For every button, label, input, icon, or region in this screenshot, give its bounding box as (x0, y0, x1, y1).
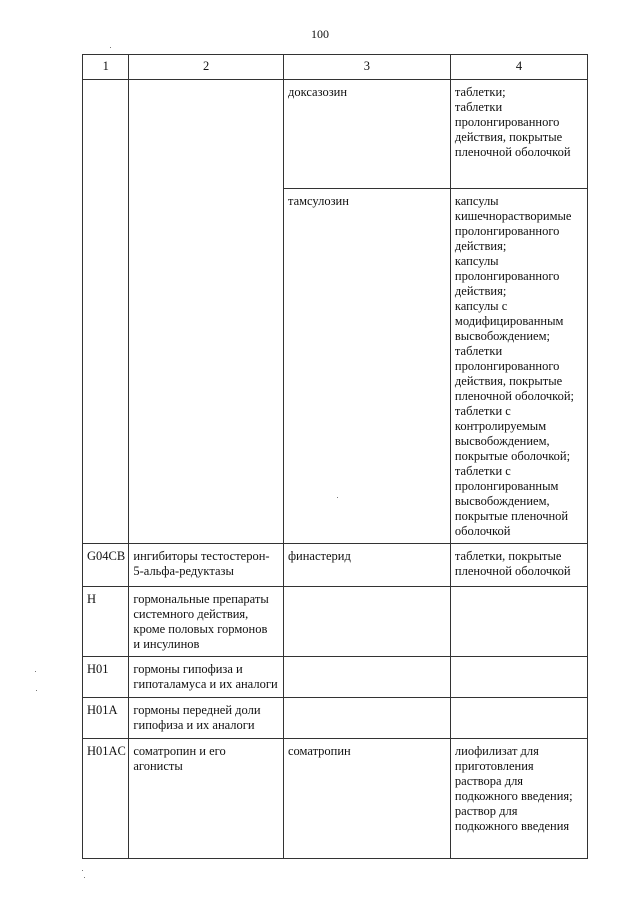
group-name-cell (129, 657, 284, 698)
cell-text-line: пленочной оболочкой; (454, 389, 575, 403)
cell-text-line: системного действия, (133, 607, 249, 621)
drug-name-cell (283, 189, 450, 544)
cell-text-line: высвобождением, (454, 434, 550, 448)
cell-text-line: финастерид (287, 549, 351, 563)
cell-text-line: таблетки с (454, 464, 511, 478)
cell-text-line: гипоталамуса и их аналоги (133, 677, 278, 691)
group-name-cell (129, 739, 284, 859)
cell-text-line: модифицированным (454, 314, 564, 328)
cell-text-line: капсулы (454, 194, 499, 208)
table-row (83, 544, 588, 587)
cell-text-line: кроме половых гормонов (133, 622, 268, 636)
group-name-cell (129, 80, 284, 189)
column-header: 4 (450, 55, 587, 80)
drug-name-cell (283, 739, 450, 859)
cell-text-line: G04CB (87, 549, 126, 563)
cell-text-line: таблетки, покрытые (454, 549, 562, 563)
cell-text-line: покрытые пленочной (454, 509, 569, 523)
table-row (83, 657, 588, 698)
page-number: 100 (311, 27, 329, 41)
cell-text-line: таблетки (454, 100, 503, 114)
atc-code-cell (83, 587, 129, 657)
table-row (83, 80, 588, 189)
atc-code-cell (83, 189, 129, 544)
atc-code-cell (83, 544, 129, 587)
cell-text-line: соматропин (287, 744, 351, 758)
column-header: 1 (83, 55, 129, 80)
cell-text-line: таблетки; (454, 85, 506, 99)
cell-text-line: подкожного введения (454, 819, 570, 833)
cell-text-line: действия, покрытые (454, 130, 563, 144)
cell-text-line: действия, покрытые (454, 374, 563, 388)
cell-text-line: пролонгированным (454, 479, 559, 493)
cell-text-line: H01 (87, 662, 109, 676)
column-header: 3 (283, 55, 450, 80)
cell-text-line: действия; (454, 284, 507, 298)
cell-text-line: капсулы с (454, 299, 508, 313)
cell-text-line: пролонгированного (454, 269, 560, 283)
drug-name-cell (283, 587, 450, 657)
cell-text-line: 5-альфа-редуктазы (133, 564, 234, 578)
cell-text-line: высвобождением, (454, 494, 550, 508)
cell-text-line: ингибиторы тестостерон- (133, 549, 270, 563)
cell-text-line: соматропин и его (133, 744, 226, 758)
table-row (83, 698, 588, 739)
cell-text-line: раствор для (454, 804, 518, 818)
cell-text-line: тамсулозин (287, 194, 349, 208)
drug-name-cell (283, 80, 450, 189)
cell-text-line: и инсулинов (133, 637, 200, 651)
cell-text-line: таблетки (454, 344, 503, 358)
cell-text-line: пролонгированного (454, 224, 560, 238)
column-header: 2 (129, 55, 284, 80)
cell-text-line: покрытые оболочкой; (454, 449, 571, 463)
cell-text-line: пленочной оболочкой (454, 564, 571, 578)
cell-text-line: действия; (454, 239, 507, 253)
cell-text-line: H01AC (87, 744, 126, 758)
group-name-cell (129, 544, 284, 587)
cell-text-line: таблетки с (454, 404, 511, 418)
table-row (83, 189, 588, 544)
cell-text-line: гормоны гипофиза и (133, 662, 243, 676)
cell-text-line: лиофилизат для (454, 744, 539, 758)
atc-code-cell (83, 698, 129, 739)
table-row (83, 587, 588, 657)
group-name-cell (129, 189, 284, 544)
dosage-form-cell (450, 80, 587, 189)
group-name-cell (129, 698, 284, 739)
table-header-row (83, 55, 588, 80)
dosage-form-cell (450, 698, 587, 739)
atc-code-cell (83, 80, 129, 189)
drug-table (82, 54, 588, 859)
atc-code-cell (83, 739, 129, 859)
cell-text-line: оболочкой (454, 524, 511, 538)
cell-text-line: капсулы (454, 254, 499, 268)
atc-code-cell (83, 657, 129, 698)
cell-text-line: высвобождением; (454, 329, 550, 343)
cell-text-line: контролируемым (454, 419, 547, 433)
cell-text-line: агонисты (133, 759, 183, 773)
cell-text-line: пролонгированного (454, 359, 560, 373)
cell-text-line: кишечнорастворимые (454, 209, 572, 223)
cell-text-line: гормоны передней доли (133, 703, 261, 717)
cell-text-line: H01A (87, 703, 118, 717)
cell-text-line: пленочной оболочкой (454, 145, 571, 159)
cell-text-line: раствора для (454, 774, 524, 788)
drug-name-cell (283, 544, 450, 587)
table-row (83, 739, 588, 859)
dosage-form-cell (450, 189, 587, 544)
dosage-form-cell (450, 587, 587, 657)
cell-text-line: приготовления (454, 759, 534, 773)
dosage-form-cell (450, 657, 587, 698)
cell-text-line: H (87, 592, 97, 606)
cell-text-line: гормональные препараты (133, 592, 269, 606)
cell-text-line: доксазозин (287, 85, 348, 99)
group-name-cell (129, 587, 284, 657)
drug-name-cell (283, 698, 450, 739)
drug-name-cell (283, 657, 450, 698)
cell-text-line: пролонгированного (454, 115, 560, 129)
dosage-form-cell (450, 544, 587, 587)
cell-text-line: подкожного введения; (454, 789, 573, 803)
dosage-form-cell (450, 739, 587, 859)
cell-text-line: гипофиза и их аналоги (133, 718, 255, 732)
